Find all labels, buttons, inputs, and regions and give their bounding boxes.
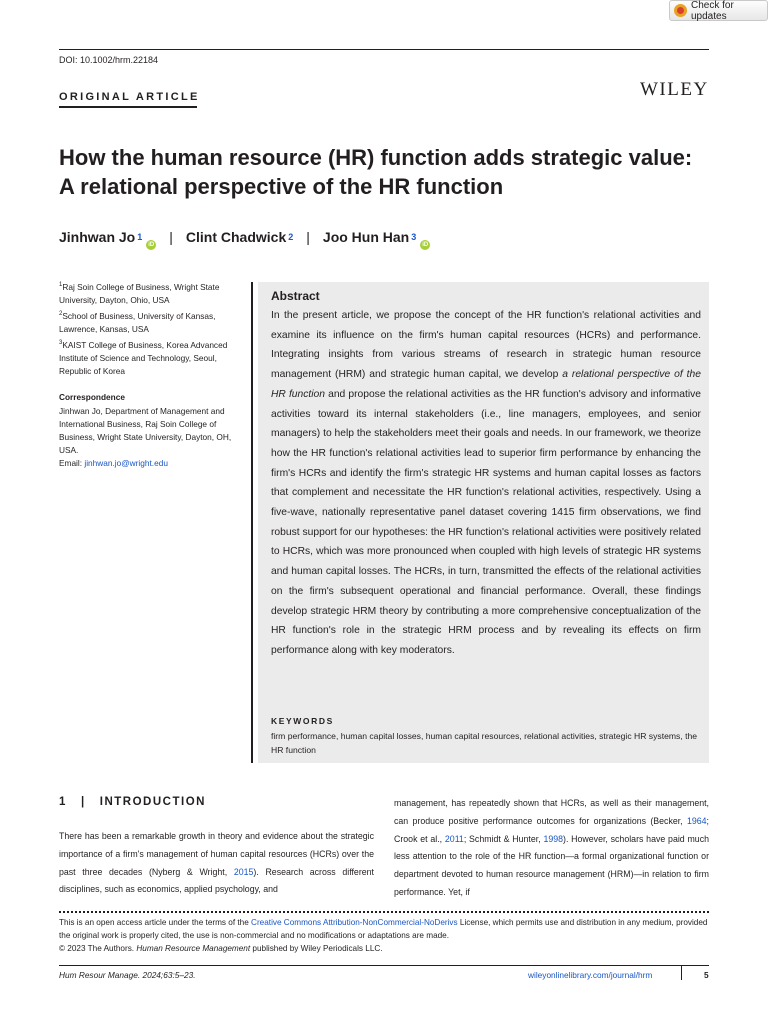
check-for-updates-label: Check for updates	[691, 0, 734, 22]
citation-link[interactable]: 1998	[543, 833, 564, 844]
footer-divider	[681, 966, 682, 980]
intro-column-left: There has been a remarkable growth in theory and evidence about the strategic importance of a firm's management of human capital resources (HCRs) over the past three decades (Nyberg & Wright, 2015). Research across different disciplines, such as economics, applied psychology, and	[59, 831, 374, 895]
footnote-divider	[59, 911, 709, 913]
author-separator: |	[306, 229, 310, 245]
abstract-body: In the present article, we propose the concept of the HR function's relational activities and examine its influence on the firm's human capital resources (HCRs) and performance. Integrating insights from various streams of research in strategic human resource management (HRM) and strategic human capital, we develop a relational perspective of the HR function and propose the relational activities as the HR function's advisory and informative activities toward its internal stakeholders (i.e., line managers, employees, and senior managers) to help the stakeholders meet their goals and needs. In our framework, we theorize how the HR function's relational activities lead to superior firm performance by enhancing the firm's HCRs and identify the firm's strategic HR systems and human capital losses as factors that complement and necessitate the HR function's relational activities, respectively. Using a five-wave, nationally representative panel dataset covering 1415 firm observations, we find robust support for our hypotheses: the HR function's relational activities were positively related to HCRs, which was more pronounced when coupled with high levels of strategic HR systems and human capital losses. The HCRs, in turn, transmitted the effects of the relational activities on the firm's subsequent operational and financial performance. Overall, these findings develop strategic HRM theory by contributing a more comprehensive conceptualization of the HR function's role in the strategic HRM process and by revealing its effects on firm performance along with key moderators.	[271, 310, 701, 656]
journal-citation: Hum Resour Manage. 2024;63:5–23.	[59, 970, 196, 980]
citation-link[interactable]: 2015	[233, 866, 254, 877]
license-link[interactable]: Creative Commons Attribution-NonCommercial-NoDerivs	[251, 918, 458, 927]
author-3[interactable]: Joo Hun Han $^3$iD	[322, 229, 429, 248]
author-1[interactable]: Jinhwan Jo $^1$iD	[59, 229, 155, 248]
page-number: 5	[704, 970, 709, 980]
abstract-rule	[251, 282, 253, 763]
author-1-affiliation[interactable]: 1	[137, 232, 143, 242]
author-3-affiliation[interactable]: 3	[411, 232, 417, 242]
title-line-2: A relational perspective of the HR function	[59, 174, 504, 199]
author-2[interactable]: Clint Chadwick $^2$	[185, 229, 294, 245]
article-type: ORIGINAL ARTICLE	[59, 91, 200, 103]
author-2-affiliation[interactable]: 2	[288, 232, 294, 242]
check-for-updates-button[interactable]	[669, 0, 768, 21]
article-title	[59, 143, 739, 201]
title-line-1: How the human resource (HR) function adds strategic value:	[59, 145, 693, 170]
keywords-heading: KEYWORDS	[271, 716, 334, 726]
orcid-icon[interactable]: iD	[148, 242, 155, 248]
affiliation-3: $^3$KAIST College of Business, Korea Advanced Institute of Science and Technology, Seoul, Republic of Korea	[59, 339, 228, 376]
intro-column-right: management, has repeatedly shown that HCRs, as well as their management, can produce positive performance outcomes for organizations (Becker, 1964; Crook et al., 2011; Schmidt & Hunter, 1998). However, scholars have paid much less attention to the role of the HR function—a formal organizational function or department devoted to human resource management (HRM)—in relation to firm performance. Yet, if	[394, 798, 709, 897]
keywords-text: firm performance, human capital losses, human capital resources, relational activities, strategic HR systems, the HR function	[271, 731, 698, 755]
correspondence-text: Jinhwan Jo, Department of Management and International Business, Raj Soin College of Business, Wright State University, Dayton, OH, USA. Email: jinhwan.jo@wright.edu	[59, 406, 232, 468]
email-link[interactable]: jinhwan.jo@wright.edu	[84, 458, 168, 468]
header-rule	[59, 49, 709, 50]
journal-site-link[interactable]: wileyonlinelibrary.com/journal/hrm	[528, 970, 653, 980]
doi: DOI: 10.1002/hrm.22184	[59, 55, 159, 65]
article-type-underline	[59, 106, 197, 108]
affiliation-1: $^1$Raj Soin College of Business, Wright State University, Dayton, Ohio, USA	[59, 281, 220, 305]
abstract-heading: Abstract	[271, 289, 320, 303]
orcid-icon[interactable]: iD	[422, 242, 429, 248]
crossmark-icon	[674, 4, 687, 17]
footer-rule	[59, 965, 709, 966]
citation-link[interactable]: 2011	[444, 833, 464, 844]
correspondence-heading: Correspondence	[59, 392, 125, 402]
license-footnote: This is an open access article under the terms of the Creative Commons Attribution-NonCommercial-NoDerivs License, which permits use and distribution in any medium, provided the original work is properly cited, the use is non-commercial and no modifications or adaptations are made. © 2023 The Authors. Human Resource Management published by Wiley Periodicals LLC.	[59, 918, 708, 953]
citation-link[interactable]: 1964	[686, 815, 707, 826]
author-list	[59, 229, 430, 246]
author-separator: |	[169, 229, 173, 245]
publisher-logo: WILEY	[640, 79, 709, 100]
section-heading-introduction: 1 | INTRODUCTION	[59, 796, 206, 808]
affiliation-2: $^2$School of Business, University of Kansas, Lawrence, Kansas, USA	[59, 310, 216, 334]
